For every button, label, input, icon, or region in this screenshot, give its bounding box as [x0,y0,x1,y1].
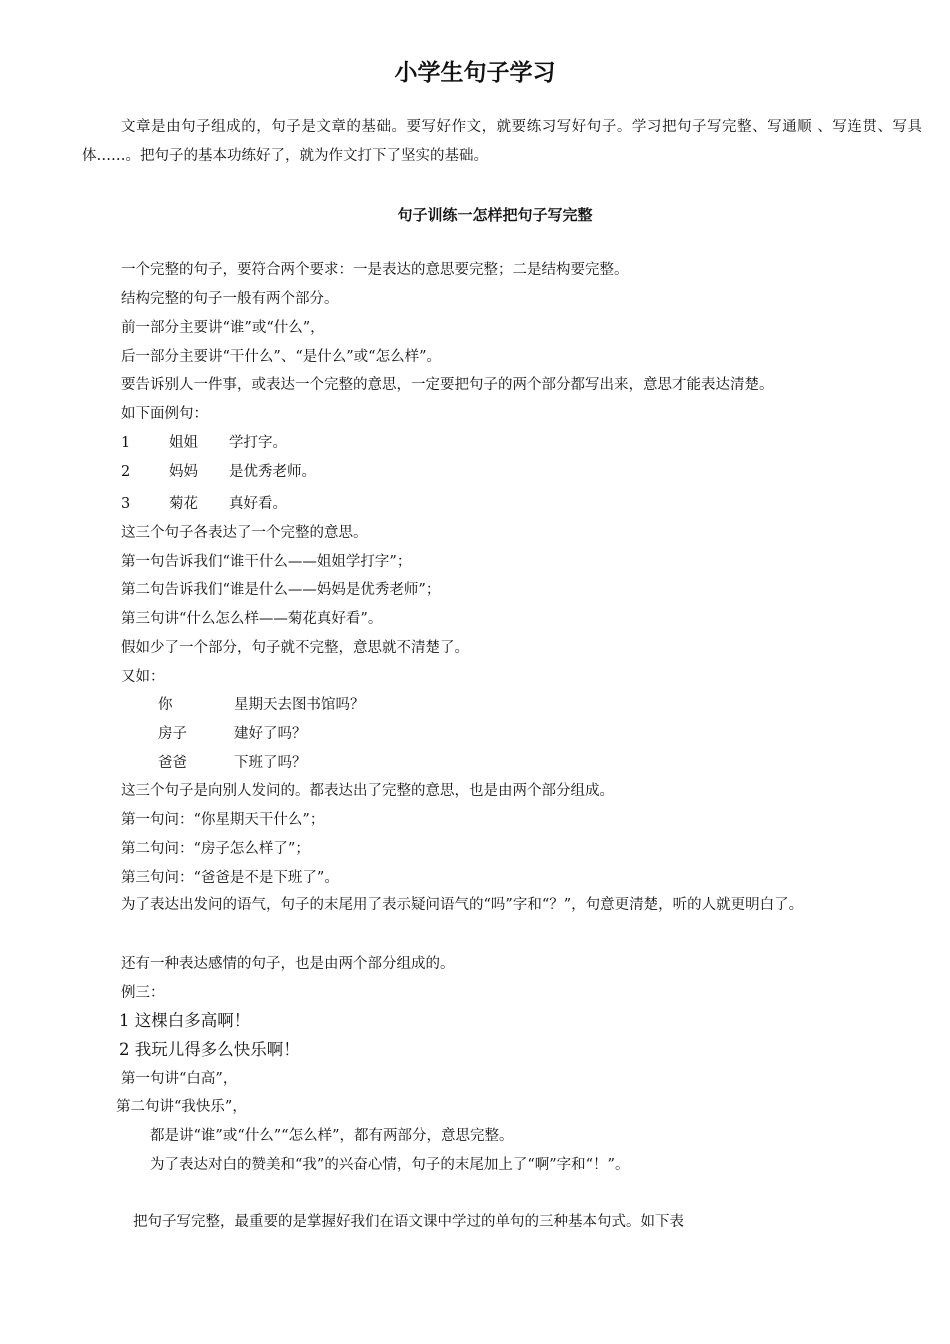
example-number: 2 [121,464,131,480]
example-sentence [121,433,287,453]
exclamation-sentence: 1 这棵白多高啊！ [119,1011,251,1030]
section-title: 句子训练一怎样把句子写完整 [397,206,593,224]
text-line: 这三个句子各表达了一个完整的意思。 [121,525,368,541]
question-sentence [158,753,307,773]
text-line: 要告诉别人一件事，或表达一个完整的意思，一定要把句子的两个部分都写出来，意思才能表达清楚。 [121,377,774,393]
text-line: 第一句讲“白高”， [121,1071,238,1087]
intro-paragraph: 文章是由句子组成的，句子是文章的基础。要写好作文，就要练习写好句子。学习把句子写完整、写通顺 、写连贯、写具体……。把句子的基本功练好了，就为作文打下了坚实的基础。 [82,119,922,164]
example-sentence [121,494,287,514]
example-number: 3 [121,496,131,512]
question-sentence [158,724,307,744]
text-line: 假如少了一个部分，句子就不完整，意思就不清楚了。 [121,640,469,656]
question-explanation-paragraph: 为了表达出发问的语气，句子的末尾用了表示疑问语气的“吗”字和“？”，句意更清楚，听的人就更明白了。 [121,897,804,913]
example-subject: 妈妈 [169,464,198,480]
text-line: 前一部分主要讲“谁”或“什么”， [121,320,325,336]
text-line: 这三个句子是向别人发问的。都表达出了完整的意思，也是由两个部分组成。 [121,783,614,799]
question-subject: 房子 [158,726,187,742]
exclamation-sentence: 2 我玩儿得多么快乐啊！ [119,1040,300,1059]
question-sentence [158,695,365,715]
document-title: 小学生句子学习 [394,60,556,86]
example-predicate: 学打字。 [229,435,287,451]
example-subject: 姐姐 [169,435,198,451]
question-subject: 爸爸 [158,755,187,771]
text-line: 结构完整的句子一般有两个部分。 [121,291,339,307]
text-line: 后一部分主要讲“干什么”、“是什么”或“怎么样”。 [121,349,441,365]
question-predicate: 下班了吗？ [234,755,307,771]
text-line: 第二句问：“房子怎么样了”； [121,841,310,857]
example-predicate: 是优秀老师。 [229,464,316,480]
question-subject: 你 [158,697,173,713]
text-line: 又如： [121,669,165,685]
text-line: 第二句讲“我快乐”， [116,1099,247,1115]
text-line: 第三句讲“什么怎么样——菊花真好看”。 [121,611,383,627]
text-line: 为了表达对白的赞美和“我”的兴奋心情，句子的末尾加上了“啊”字和“！”。 [150,1157,630,1173]
example-number: 1 [121,435,131,451]
text-line: 还有一种表达感情的句子，也是由两个部分组成的。 [121,956,455,972]
text-line: 如下面例句： [121,406,208,422]
example-sentence [121,462,316,482]
example-predicate: 真好看。 [229,496,287,512]
text-line: 都是讲“谁”或“什么”“怎么样”，都有两部分，意思完整。 [150,1128,514,1144]
text-line: 第三句问：“爸爸是不是下班了”。 [121,870,339,886]
text-line: 一个完整的句子，要符合两个要求：一是表达的意思要完整；二是结构要完整。 [121,262,629,278]
text-line: 第一句问：“你星期天干什么”； [121,812,325,828]
question-predicate: 建好了吗？ [234,726,307,742]
text-line: 第一句告诉我们“谁干什么——姐姐学打字”； [121,554,412,570]
text-line: 第二句告诉我们“谁是什么——妈妈是优秀老师”； [121,582,441,598]
text-line: 把句子写完整，最重要的是掌握好我们在语文课中学过的单句的三种基本句式。如下表 [133,1214,684,1230]
example-subject: 菊花 [169,496,198,512]
text-line: 例三： [121,985,165,1001]
question-predicate: 星期天去图书馆吗？ [234,697,365,713]
